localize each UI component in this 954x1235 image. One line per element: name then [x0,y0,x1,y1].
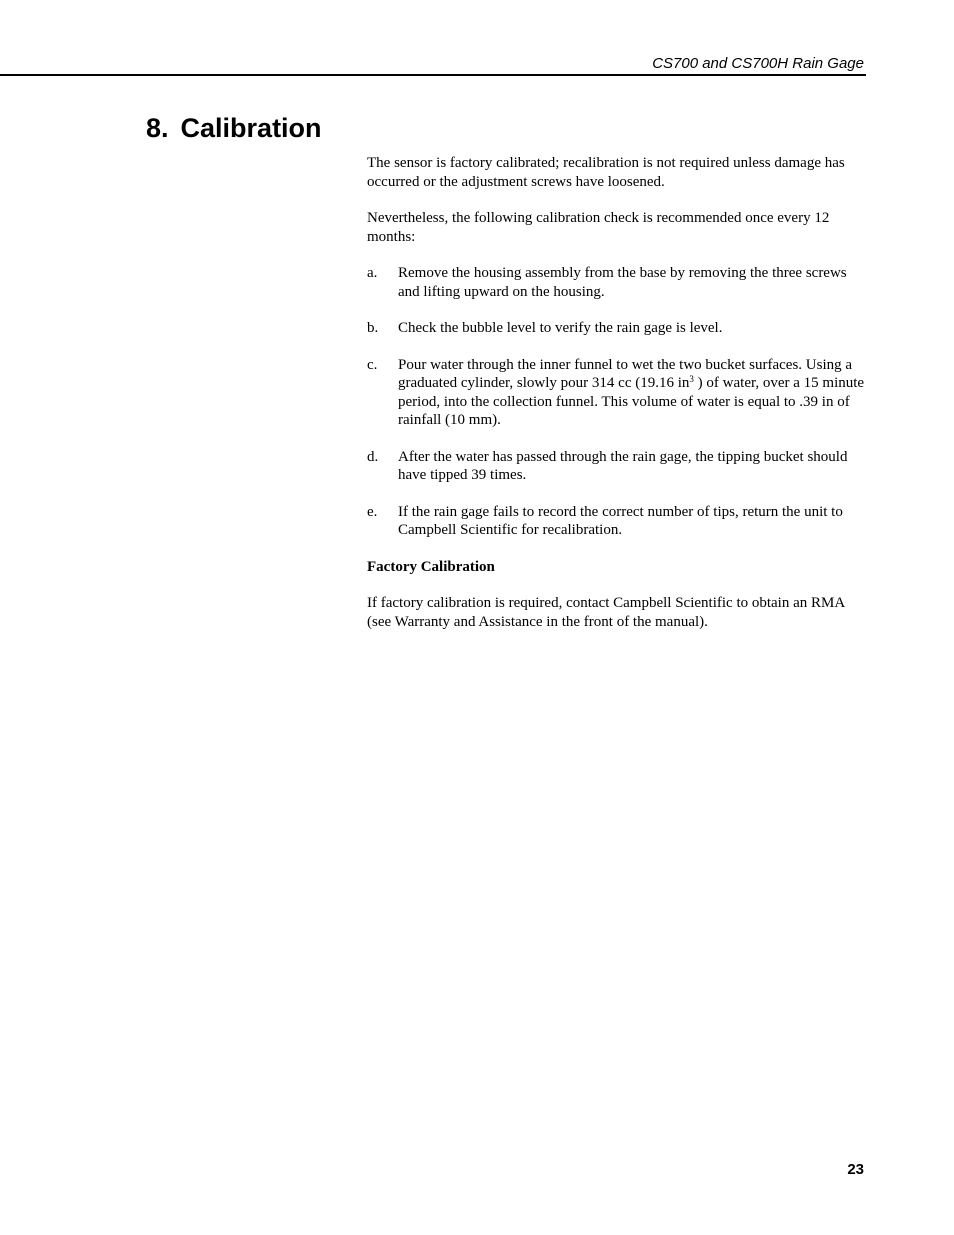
section-heading [146,111,322,145]
step-item [367,448,867,485]
section-title: Calibration [180,113,322,143]
page-number: 23 [847,1161,864,1178]
header-rule [0,74,866,76]
section-number: 8. [146,113,169,143]
body-column [367,154,867,649]
step-item [367,356,867,430]
step-text-after: ) of water, over a 15 minute period, into the collection funnel. This volume of water is equal to .39 in of rainfall (10 mm). [398,375,865,428]
step-text: After the water has passed through the rain gage, the tipping bucket should have tipped 39 times. [398,448,848,483]
superscript-exponent: 3 [689,374,694,384]
running-header: CS700 and CS700H Rain Gage [652,55,864,72]
step-item [367,503,867,540]
step-text: Remove the housing assembly from the base by removing the three screws and lifting upward on the housing. [398,265,847,300]
step-text-before: Pour water through the inner funnel to wet the two bucket surfaces. Using a graduated cylinder, slowly pour 314 cc (19.16 in [398,356,853,391]
step-item [367,264,867,301]
step-text: Check the bubble level to verify the rain gage is level. [398,320,723,336]
step-letter: b. [367,320,379,336]
intro-paragraph: The sensor is factory calibrated; recalibration is not required unless damage has occurred or the adjustment screws have loosened. [367,155,845,190]
intro-paragraph: Nevertheless, the following calibration check is recommended once every 12 months: [367,210,830,245]
step-letter: a. [367,265,378,281]
step-letter: e. [367,503,378,520]
factory-calibration-heading: Factory Calibration [367,558,495,575]
factory-calibration-paragraph: If factory calibration is required, contact Campbell Scientific to obtain an RMA (see Warranty and Assistance in the front of the manual). [367,595,845,630]
step-letter: c. [367,356,378,373]
step-text [398,356,867,430]
step-letter: d. [367,448,379,465]
step-item [367,319,867,338]
step-text: If the rain gage fails to record the correct number of tips, return the unit to Campbell Scientific for recalibration. [398,503,843,538]
